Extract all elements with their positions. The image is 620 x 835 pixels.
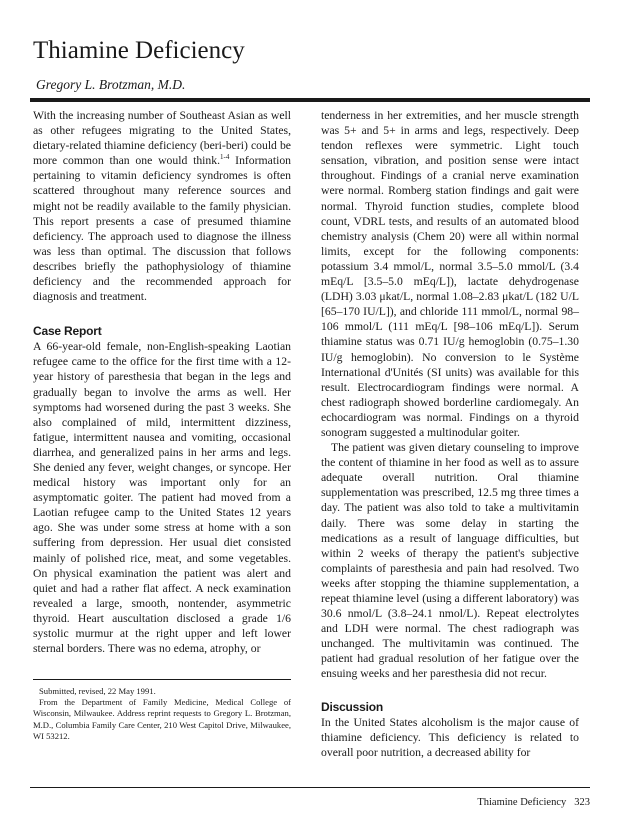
footnote-block bbox=[33, 686, 291, 742]
case-report-text-right: tenderness in her extremities, and her muscle strength was 5+ and 5+ in arms and legs, respectively. Deep tendon reflexes were symmetric. Light touch sensation, vibration, and position sense were intact throughout. Findings of a cranial nerve examination were normal. Romberg station findings and gait were normal. Thyroid function studies, complete blood count, VDRL tests, and results of an automated blood chemistry analysis (Chem 20) were all within normal limits, except for the following components: potassium 3.4 mmol/L, normal 3.5–5.0 mmol/L (3.4 mEq/L [3.5–5.0 mEq/L]), lactate dehydrogenase (LDH) 3.03 μkat/L, normal 1.08–2.83 μkat/L (182 U/L [65–170 IU/L]), and chloride 111 mmol/L, normal 98–106 mmol/L (111 mEq/L [98–106 mEq/L]). Serum thiamine status was 0.71 IU/g hemoglobin (0.75–1.30 IU/g hemoglobin). No conversion to le Système International d'Unités (SI units) was available for this result. Electrocardiogram findings were normal. A chest radiograph showed borderline cardiomegaly. An echocardiogram was normal. Findings on a thyroid sonogram suggested a multinodular goiter. bbox=[321, 109, 579, 439]
citation-superscript: 1-4 bbox=[220, 153, 230, 162]
discussion-heading: Discussion bbox=[321, 699, 384, 714]
running-footer-title: Thiamine Deficiency bbox=[477, 797, 567, 808]
intro-text-b: Information pertaining to vitamin deficiency syndromes is often scattered throughout many reference sources and might not be readily available to the family physician. This report presents a case of presumed thiamine deficiency. The approach used to diagnose the illness was less than optimal. The discussion that follows describes briefly the pathophysiology of thiamine deficiency and the recommended approach for diagnosis and treatment. bbox=[33, 154, 292, 304]
right-column bbox=[321, 108, 579, 760]
article-author: Gregory L. Brotzman, M.D. bbox=[36, 77, 186, 92]
discussion-paragraph-1: In the United States alcoholism is the major cause of thiamine deficiency. This deficiency is related to overall poor nutrition, a decreased ability for bbox=[321, 715, 579, 759]
case-report-paragraph-2: The patient was given dietary counseling to improve the content of thiamine in her food as well as to assure adequate overall nutrition. Oral thiamine supplementation was prescribed, 12.5 mg three times a day. The patient was also told to take a multivitamin daily. There was some delay in starting the medications as a result of language difficulties, but within 2 weeks of therapy the patient's subjective complaints of paresthesia and pain had resolved. Two weeks after stopping the thiamine supplementation, a repeat thiamine level (using a different laboratory) was 30.6 nmol/L (3.8–24.1 nmol/L). Repeat electrolytes and LDH were normal. The chest radiograph was unchanged. The multivitamin was continued. The patient had gradual resolution of her fatigue over the ensuing weeks and her paresthesia did not recur. bbox=[321, 441, 579, 681]
running-footer bbox=[477, 797, 590, 808]
case-report-heading: Case Report bbox=[33, 324, 102, 339]
page-number: 323 bbox=[574, 797, 590, 808]
title-rule bbox=[30, 98, 590, 102]
footnote-rule bbox=[33, 679, 291, 680]
left-column bbox=[33, 108, 291, 656]
footer-rule bbox=[30, 787, 590, 788]
intro-text-a: With the increasing number of Southeast Asian as well as other refugees migrating to the United States, dietary-related thiamine deficiency (beri-beri) could be more common than one would think. bbox=[33, 109, 291, 168]
case-report-paragraph-1 bbox=[33, 339, 291, 656]
intro-paragraph bbox=[33, 108, 291, 304]
footnote-affiliation: From the Department of Family Medicine, Medical College of Wisconsin, Milwaukee. Address reprint requests to Gregory L. Brotzman, M.D., Columbia Family Care Center, 210 West Capitol Drive, Milwaukee, WI 53212. bbox=[33, 697, 291, 741]
article-title: Thiamine Deficiency bbox=[33, 37, 245, 64]
case-report-paragraph-1-continued bbox=[321, 108, 579, 440]
footnote-submitted: Submitted, revised, 22 May 1991. bbox=[39, 686, 156, 696]
case-report-text-left: A 66-year-old female, non-English-speaking Laotian refugee came to the office for the first time with a 12-year history of paresthesia that began in the legs and gradually began to involve the arms as well. Her symptoms had worsened during the past 3 weeks. She also complained of mild, intermittent dizziness, fatigue, intermittent nausea and vomiting, occasional diarrhea, and generalized pains in her arms and legs. She denied any fever, weight changes, or syncope. Her medical history was important only for an asymptomatic goiter. The patient had moved from a Laotian refugee camp to the United States 12 years ago. She was under some stress at home with a son suffering from depression. Her usual diet consisted mainly of polished rice, meat, and some vegetables. On physical examination the patient was alert and quiet and had a rather flat affect. A neck examination revealed a large, smooth, nontender, asymmetric thyroid. Heart auscultation disclosed a grade 1/6 systolic murmur at the right upper and left lower sternal borders. There was no edema, atrophy, or bbox=[33, 340, 291, 656]
